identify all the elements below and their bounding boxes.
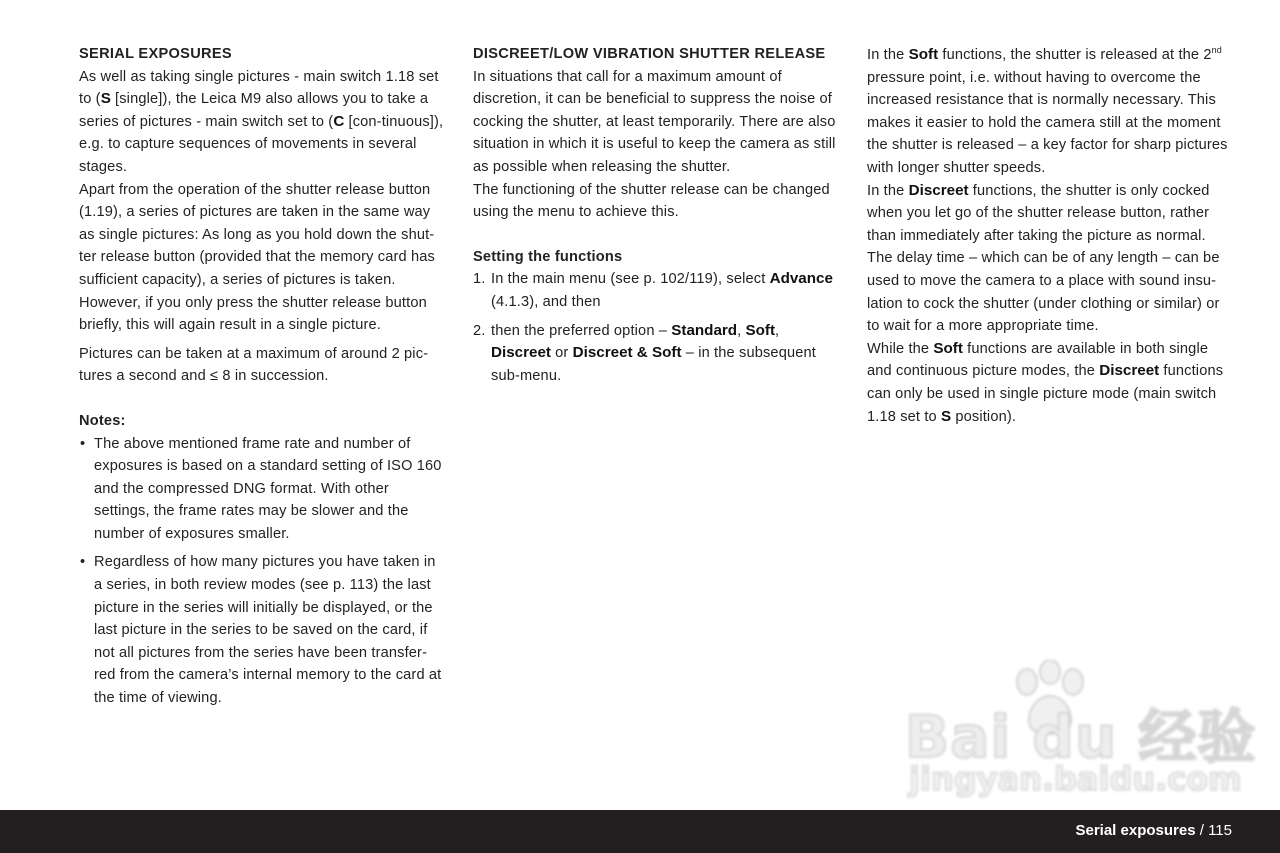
section-heading-serial-exposures: SERIAL EXPOSURES <box>79 46 232 62</box>
menu-term-standard: Standard <box>671 321 738 339</box>
s-mode-symbol: S <box>100 90 111 108</box>
menu-term-discreet: Discreet <box>1099 362 1160 380</box>
setting-functions-heading: Setting the functions <box>473 248 623 265</box>
paragraph-delay: The delay time – which can be of any length – can be used to move the camera to a place with sound insu-lation to cock the shutter (under clothing or similar) or to wait for a more appropriate time. <box>867 250 1220 335</box>
baidu-watermark <box>905 660 1257 805</box>
paragraph-menu-change: The functioning of the shutter release can be changed using the menu to achieve this. <box>473 181 830 221</box>
c-mode-symbol: C <box>333 112 345 130</box>
step-item: 1. In the main menu (see p. 102/119), select Advance (4.1.3), and then <box>473 270 833 310</box>
s-mode-symbol: S <box>941 407 952 425</box>
footer-label: Serial exposures / 115 <box>1075 822 1232 839</box>
column-left <box>79 43 447 716</box>
note-item: • Regardless of how many pictures you have taken in a series, in both review modes (see p. 113) the last picture in the series will initially be displayed, or the last picture in the series to be saved on the card, if not all pictures from the series have been transfer-red from the camera’s internal memory to the card at the time of viewing. <box>79 551 447 709</box>
paragraph-soft: In the Soft functions, the shutter is released at the 2nd pressure point, i.e. without having to overcome the increased resistance that is normally necessary. This makes it easier to hold the camera still at the moment the shutter is released – a key factor for sharp pictures with longer shutter speeds. <box>867 45 1228 176</box>
menu-term-discreet: Discreet <box>908 181 969 199</box>
paragraph-frame-rate: Pictures can be taken at a maximum of around 2 pic-tures a second and ≤ 8 in succession. <box>79 345 429 385</box>
watermark-logo-text: Bai du 经验 <box>905 703 1257 771</box>
notes-list <box>79 433 447 710</box>
paragraph-intro: As well as taking single pictures - main switch 1.18 set to (S [single]), the Leica M9 also allows you to take a series of pictures - main switch set to (C [con-tinuous]), e.g. to capture sequences of movements in several stages. <box>79 68 444 175</box>
note-item: • The above mentioned frame rate and number of exposures is based on a standard setting of ISO 160 and the compressed DNG format. With other settings, the frame rates may be slower and the number of exposures smaller. <box>79 433 447 546</box>
step-item: 2. then the preferred option – Standard, Soft, Discreet or Discreet & Soft – in the subsequent sub-menu. <box>473 321 816 384</box>
column-right <box>867 44 1235 428</box>
section-heading-discreet-release: DISCREET/LOW VIBRATION SHUTTER RELEASE <box>473 46 826 62</box>
watermark-url: jingyan.baidu.com <box>909 760 1242 798</box>
steps-list <box>473 268 841 387</box>
menu-term-soft: Soft <box>933 339 963 357</box>
menu-term-advance: Advance <box>769 270 833 288</box>
menu-term-soft: Soft <box>745 321 776 339</box>
page-footer <box>0 810 1280 853</box>
menu-term-discreet-soft: Discreet & Soft <box>572 344 682 362</box>
paragraph-discretion: In situations that call for a maximum amount of discretion, it can be beneficial to suppress the noise of cocking the shutter, at least temporarily. There are also situation in which it is useful to keep the camera as still as possible when releasing the shutter. <box>473 68 836 175</box>
menu-term-discreet: Discreet <box>491 344 551 362</box>
menu-term-soft: Soft <box>908 46 939 63</box>
paragraph-discreet: In the Discreet functions, the shutter is only cocked when you let go of the shutter release button, rather than immediately after taking the picture as normal. <box>867 181 1210 244</box>
column-middle <box>473 43 841 393</box>
paragraph-operation: Apart from the operation of the shutter release button (1.19), a series of pictures are taken in the same way as single pictures: As long as you hold down the shut-ter release button (provided that the memory card has sufficient capacity), a series of pictures is taken. However, if you only press the shutter release button briefly, this will again result in a single picture. <box>79 181 435 334</box>
footer-section-title: Serial exposures <box>1075 822 1196 839</box>
paragraph-modes: While the Soft functions are available in both single and continuous picture modes, the Discreet functions can only be used in single picture mode (main switch 1.18 set to S position). <box>867 339 1224 425</box>
page-number: 115 <box>1208 822 1232 839</box>
notes-heading: Notes: <box>79 412 126 429</box>
